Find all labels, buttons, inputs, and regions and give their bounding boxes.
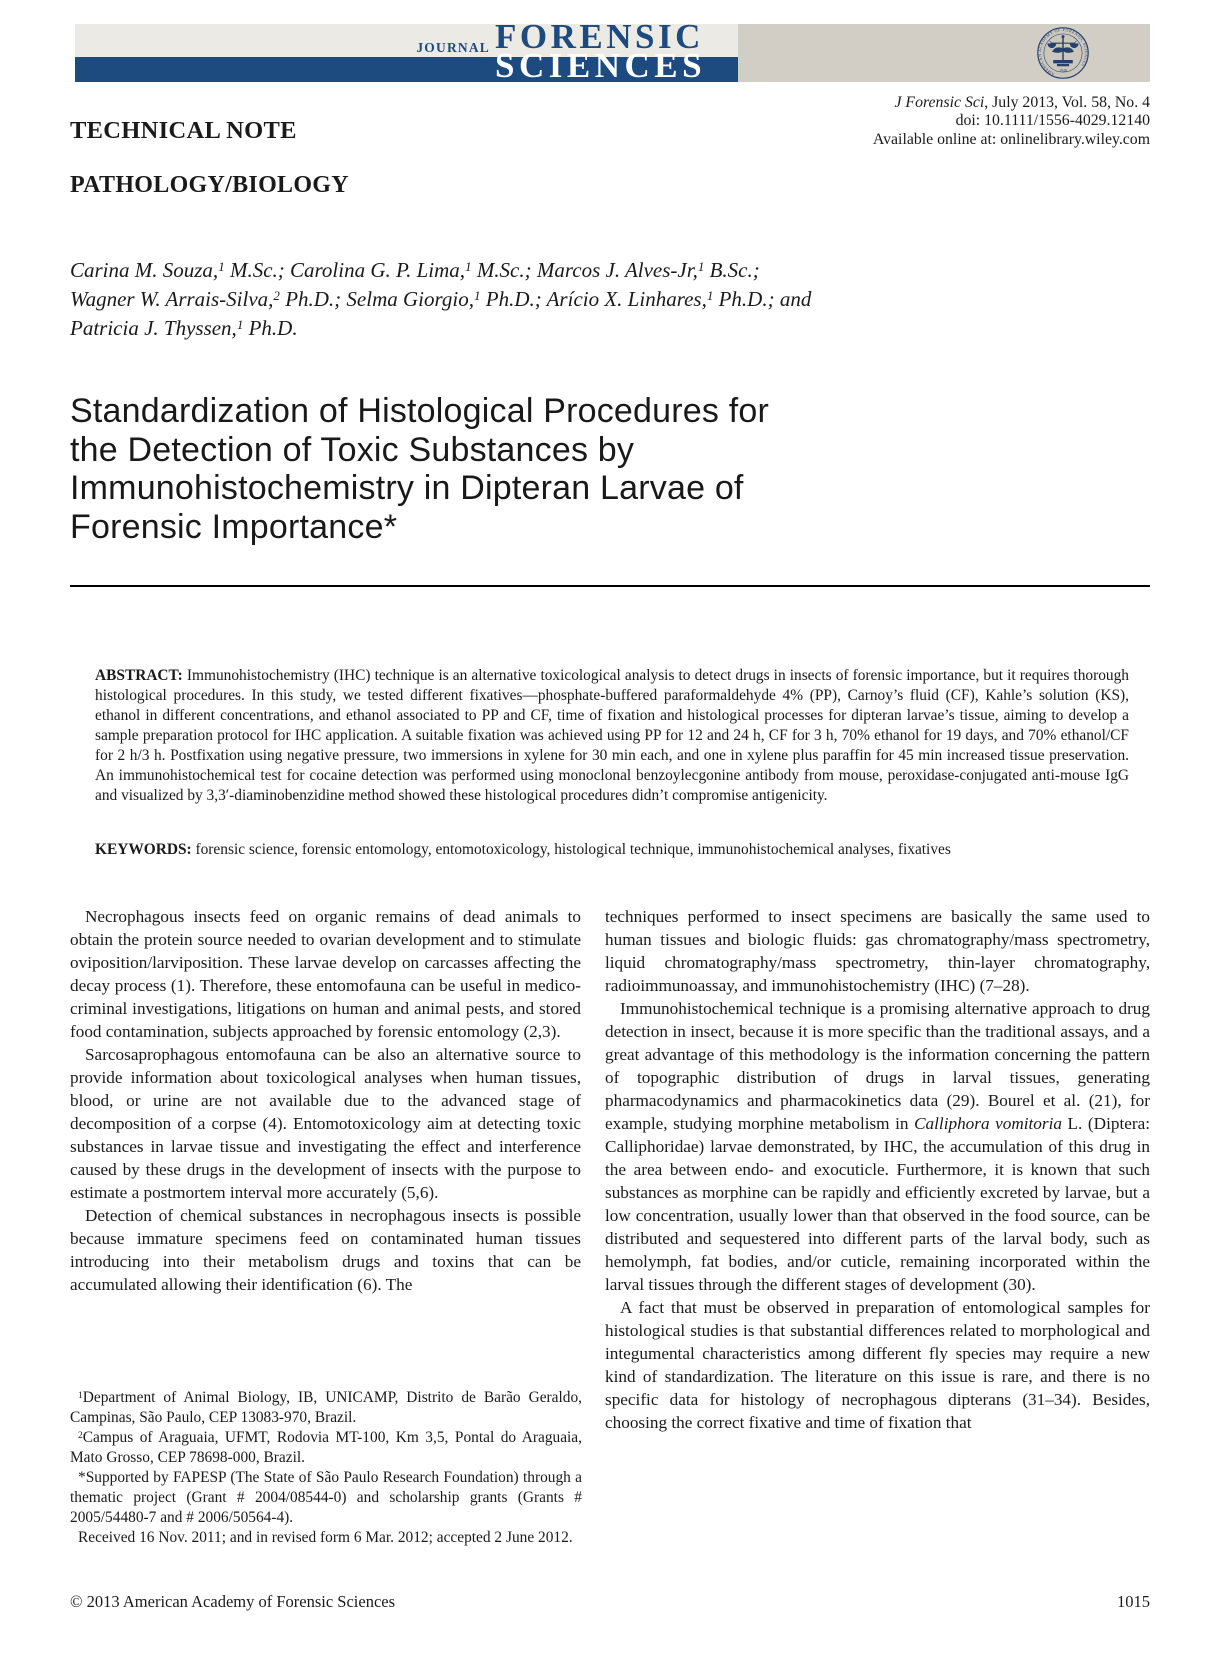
body-paragraph: Necrophagous insects feed on organic remains of dead animals to obtain the protein source needed to ovarian development and to stimulate oviposition/larviposition. These larvae develop on carcasses affecting the decay process (1). Therefore, these entomofauna can be useful in medico-criminal investigations, litigations on human and animal pests, and stored food contamination, subjects approached by forensic entomology (2,3). [70,907,581,1041]
article-title: Standardization of Histological Procedures for the Detection of Toxic Substances by Immunohistochemistry in Dipteran Larvae of Forensic Importance* [70,392,770,546]
footnotes [70,1388,582,1548]
journal-of-label: JOURNAL OF [416,40,490,71]
copyright: © 2013 American Academy of Forensic Sciences [70,1592,396,1611]
journal-abbrev: J Forensic Sci [894,94,985,111]
forensic-wordmark: FORENSIC [495,17,704,56]
body-column-left [70,905,581,1434]
author-line: Wagner W. Arrais-Silva,$^2$ Ph.D.; Selma Giorgio,$^1$ Ph.D.; Arício X. Linhares,$^1$ Ph.D.; and [70,287,812,311]
body-paragraph: techniques performed to insect specimens are basically the same used to human tissues and biologic fluids: gas chromatography/mass spectrometry, liquid chromatography/mass spectrometry, thin-layer chromatography, radioimmunoassay, and immunohistochemistry (IHC) (7–28). [605,907,1150,995]
footnote: $^2$Campus of Araguaia, UFMT, Rodovia MT-100, Km 3,5, Pontal do Araguaia, Mato Grosso, CEP 78698-000, Brazil. [70,1429,582,1466]
body-columns [70,905,1150,1434]
issue-info: , July 2013, Vol. 58, No. 4 [984,94,1150,111]
seal-ring-text: AMERICAN ACADEMY OF FORENSIC SCIENCES [1037,27,1089,78]
author-line: Patricia J. Thyssen,$^1$ Ph.D. [70,316,298,340]
journal-banner [75,17,1150,85]
sciences-wordmark: SCIENCES [495,46,707,85]
aafs-seal-icon [1035,25,1091,81]
category-label: PATHOLOGY/BIOLOGY [70,172,349,198]
seal-year: 1948 [1059,69,1067,74]
page-number: 1015 [1117,1592,1150,1611]
body-column-right [605,905,1150,1434]
citation-line-online: Available online at: onlinelibrary.wiley.com [872,130,1150,148]
body-paragraph: Detection of chemical substances in necrophagous insects is possible because immature specimens feed on contaminated human tissues introducing into their metabolism drugs and toxins that can be accumulated allowing their identification (6). The [70,1206,581,1294]
author-line: Carina M. Souza,$^1$ M.Sc.; Carolina G. P. Lima,$^1$ M.Sc.; Marcos J. Alves-Jr,$^1$ B.Sc.; [70,258,760,282]
citation-line-doi: doi: 10.1111/1556-4029.12140 [955,112,1150,130]
abstract: ABSTRACT: Immunohistochemistry (IHC) technique is an alternative toxicological analysis to detect drugs in insects of forensic importance, but it requires thorough histological procedures. In this study, we tested different fixatives—phosphate-buffered paraformaldehyde 4% (PP), Carnoy’s fluid (CF), Kahle’s solution (KS), ethanol in different concentrations, and ethanol associated to PP and CF, time of fixation and histological processes for dipteran larvae’s tissue, aiming to develop a sample preparation protocol for IHC application. A suitable fixation was achieved using PP for 12 and 24 h, CF for 3 h, 70% ethanol for 19 days, and 70% ethanol/CF for 2 h/3 h. Postfixation using negative pressure, two immersions in xylene for 30 min each, and one in xylene plus paraffin for 45 min increased tissue preservation. An immunohistochemical test for cocaine detection was performed using monoclonal benzoylecgonine antibody from mouse, peroxidase-conjugated anti-mouse IgG and visualized by 3,3′-diaminobenzidine method showed these histological procedures didn’t compromise antigenicity. [95,667,1129,804]
body-paragraph: A fact that must be observed in preparation of entomological samples for histological studies is that substantial differences related to morphological and integumental characteristics among different fly species may require a new kind of standardization. The literature on this issue is rare, and there is no specific data for histology of necrophagous dipterans (31–34). Besides, choosing the correct fixative and time of fixation that [605,1298,1150,1432]
footnote: Received 16 Nov. 2011; and in revised form 6 Mar. 2012; accepted 2 June 2012. [78,1529,573,1546]
citation-block [873,94,1150,149]
section-label: TECHNICAL NOTE [70,117,297,144]
author-list [70,256,811,343]
divider-rule [70,585,1150,587]
body-paragraph: Immunohistochemical technique is a promising alternative approach to drug detection in insect, because it is more specific than the traditional assays, and a great advantage of this methodology is the information concerning the pattern of topographic distribution of drugs in larval tissues, generating pharmacodynamics and pharmacokinetics data (29). Bourel et al. (21), for example, studying morphine metabolism in Calliphora vomitoria L. (Diptera: Calliphoridae) larvae demonstrated, by IHC, the accumulation of this drug in the area between endo- and exocuticle. Furthermore, it is known that such substances as morphine can be rapidly and efficiently excreted by larvae, but a low concentration, usually lower than that observed in the food source, can be distributed and sequestered into different parts of the larval body, such as hemolymph, fat bodies, and/or cuticle, remaining incorporated within the larval tissues through the different stages of development (30). [605,999,1150,1294]
body-paragraph: Sarcosaprophagous entomofauna can be also an alternative source to provide information about toxicological analyses when human tissues, blood, or urine are not available due to the advanced stage of decomposition of a corpse (4). Entomotoxicology aim at detecting toxic substances in larvae tissue and investigating the effect and interference caused by these drugs in the development of insects with the purpose to estimate a postmortem interval more accurately (5,6). [70,1045,581,1202]
keywords: KEYWORDS: forensic science, forensic entomology, entomotoxicology, histological technique, immunohistochemical analyses, fixatives [95,841,951,858]
footnote: *Supported by FAPESP (The State of São Paulo Research Foundation) through a thematic project (Grant # 2004/08544-0) and scholarship grants (Grants # 2005/54480-7 and # 2006/50564-4). [70,1469,582,1526]
footnote: $^1$Department of Animal Biology, IB, UNICAMP, Distrito de Barão Geraldo, Campinas, São Paulo, CEP 13083-970, Brazil. [70,1389,582,1426]
citation-line-issue [873,94,1150,112]
page-footer [70,1592,1150,1612]
